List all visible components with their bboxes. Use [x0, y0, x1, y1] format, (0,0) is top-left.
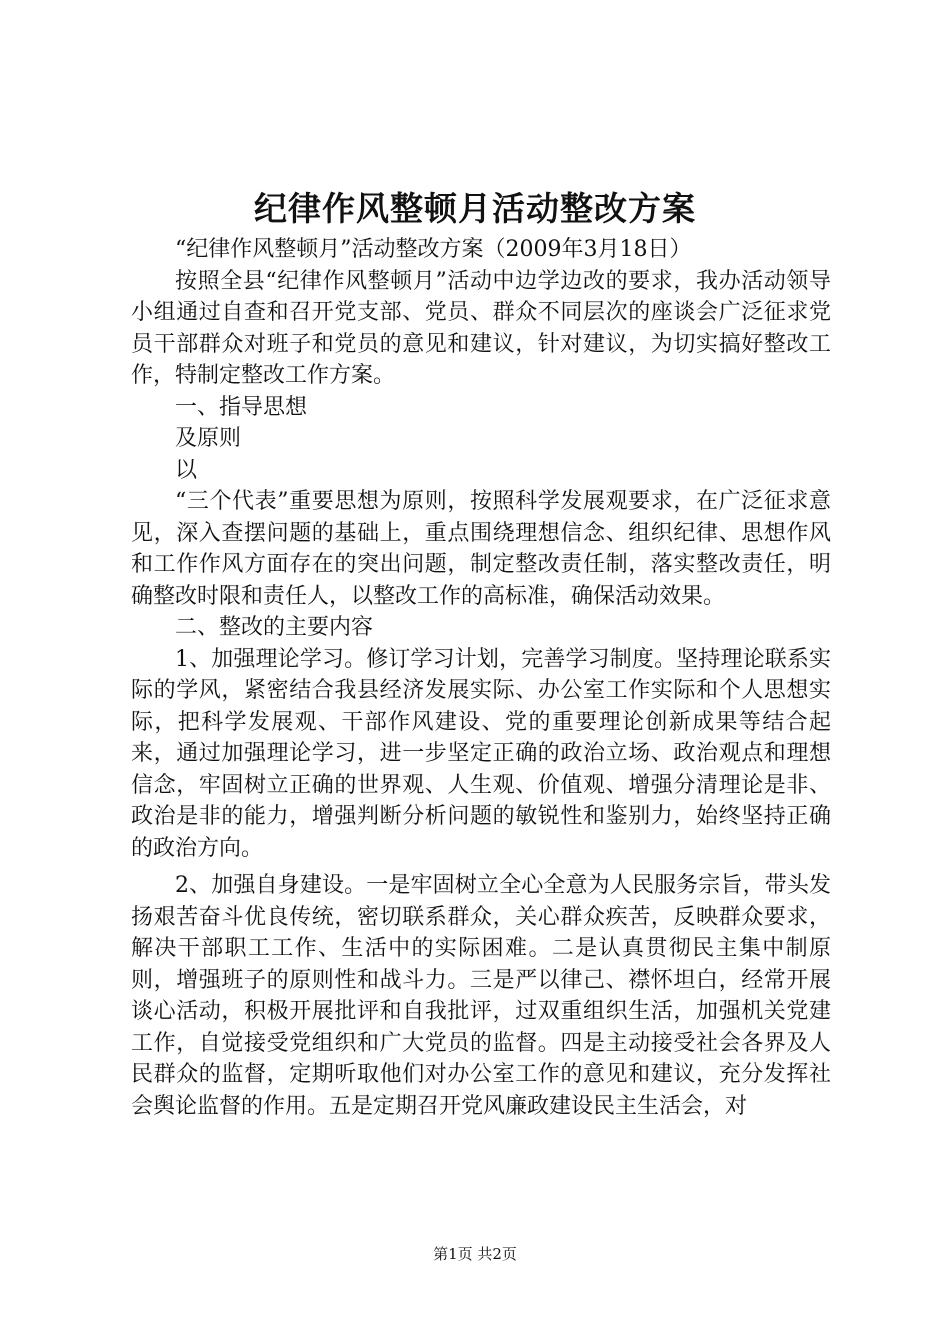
- section-heading-guiding: 一、指导思想: [175, 394, 308, 420]
- section-heading-content: 二、整改的主要内容: [175, 615, 374, 640]
- item-paragraph-1: 1、加强理论学习。修订学习计划，完善学习制度。坚持理论联系实际的学风，紧密结合我县经济发展实际、办公室工作实际和个人思想实际，把科学发展观、干部作风建设、党的重要理论创新成果等结合起来，通过加强理论学习，进一步坚定正确的政治立场、政治观点和理想信念，牢固树立正确的世界观、人生观、价值观、增强分清理论是非、政治是非的能力，增强判断分析问题的敏锐性和鉴别力，始终坚持正确的政治方向。: [131, 646, 831, 861]
- guiding-paragraph: “三个代表”重要思想为原则，按照科学发展观要求，在广泛征求意见，深入查摆问题的基础上，重点围绕理想信念、组织纪律、思想作风和工作作风方面存在的突出问题，制定整改责任制，落实整改责任，明确整改时限和责任人，以整改工作的高标准，确保活动效果。: [131, 489, 831, 609]
- document-body: [131, 234, 831, 1122]
- fragment-paragraph: 以: [175, 457, 198, 483]
- intro-paragraph: 按照全县“纪律作风整顿月”活动中边学边改的要求，我办活动领导小组通过自查和召开党支部、党员、群众不同层次的座谈会广泛征求党员干部群众对班子和党员的意见和建议，针对建议，为切实搞好整改工作，特制定整改工作方案。: [131, 268, 831, 388]
- section-heading-continued: 及原则: [175, 426, 242, 451]
- page-footer: 第1页 共2页: [433, 1245, 517, 1263]
- document-title: 纪律作风整顿月活动整改方案: [254, 189, 696, 228]
- subtitle-paragraph: “纪律作风整顿月”活动整改方案（2009年3月18日）: [175, 237, 692, 262]
- item-paragraph-2: 2、加强自身建设。一是牢固树立全心全意为人民服务宗旨，带头发扬艰苦奋斗优良传统，密切联系群众，关心群众疾苦，反映群众要求，解决干部职工工作、生活中的实际困难。二是认真贯彻民主集中制原则，增强班子的原则性和战斗力。三是严以律己、襟怀坦白，经常开展谈心活动，积极开展批评和自我批评，过双重组织生活，加强机关党建工作，自觉接受党组织和广大党员的监督。四是主动接受社会各界及人民群众的监督，定期听取他们对办公室工作的意见和建议，充分发挥社会舆论监督的作用。五是定期召开党风廉政建设民主生活会，对: [131, 873, 831, 1119]
